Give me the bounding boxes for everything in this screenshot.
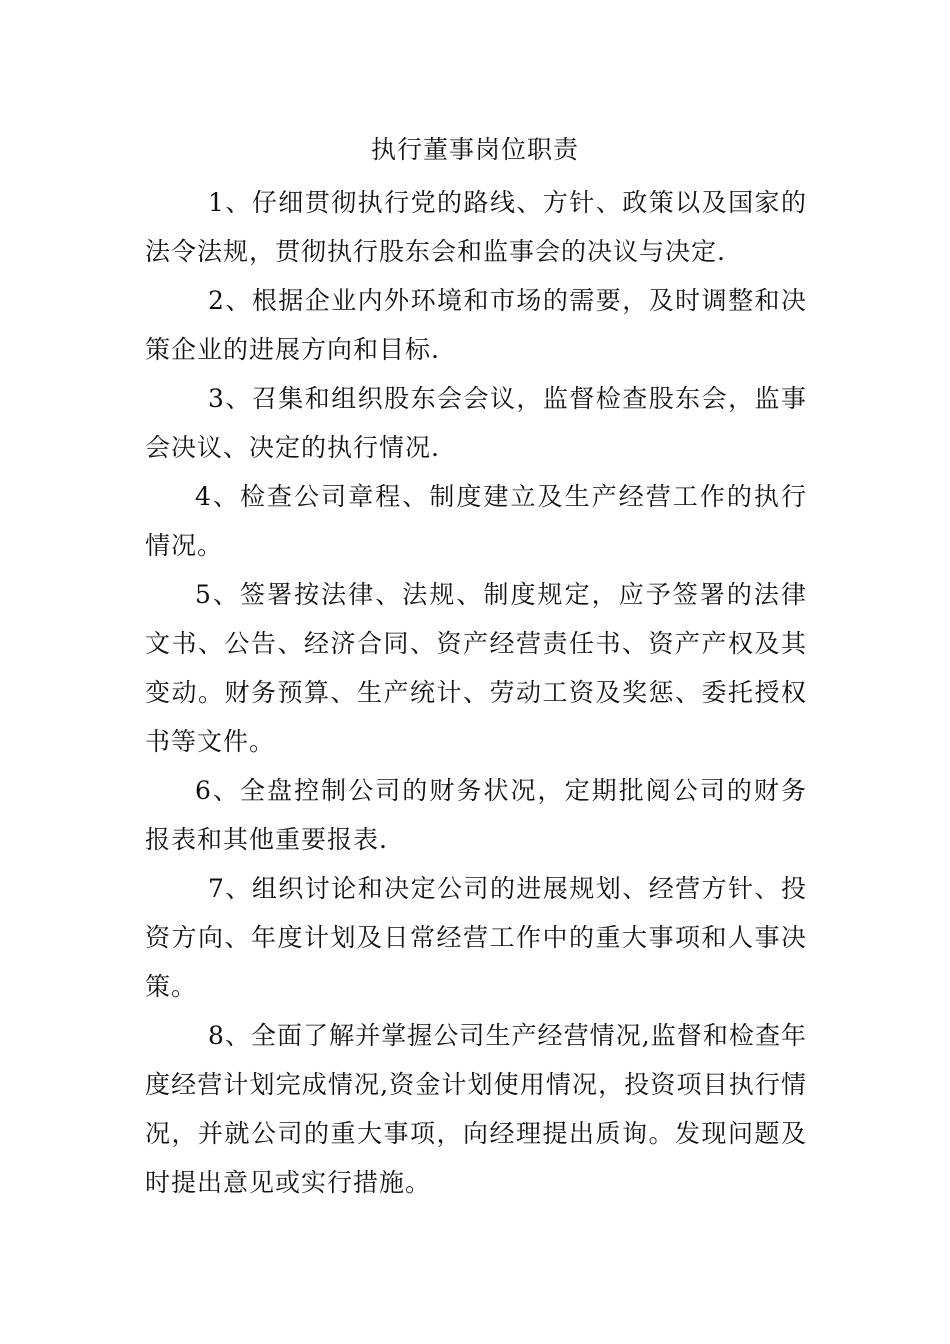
paragraph-6: 6、全盘控制公司的财务状况，定期批阅公司的财务报表和其他重要报表. bbox=[145, 776, 807, 854]
paragraph-2: 2、根据企业内外环境和市场的需要，及时调整和决策企业的进展方向和目标. bbox=[145, 286, 807, 364]
paragraph-5: 5、签署按法律、法规、制度规定，应予签署的法律文书、公告、经济合同、资产经营责任书、资产产权及其变动。财务预算、生产统计、劳动工资及奖惩、委托授权书等文件。 bbox=[145, 580, 807, 756]
document-title: 执行董事岗位职责 bbox=[370, 135, 579, 164]
document-body bbox=[145, 178, 807, 1207]
paragraph-3: 3、召集和组织股东会会议，监督检查股东会，监事会决议、决定的执行情况. bbox=[145, 384, 807, 462]
paragraph-4: 4、检查公司章程、制度建立及生产经营工作的执行情况。 bbox=[145, 482, 807, 560]
paragraph-1: 1、仔细贯彻执行党的路线、方针、政策以及国家的法令法规，贯彻执行股东会和监事会的决议与决定. bbox=[145, 188, 807, 266]
paragraph-8: 8、全面了解并掌握公司生产经营情况,监督和检查年度经营计划完成情况,资金计划使用情况，投资项目执行情况，并就公司的重大事项，向经理提出质询。发现问题及时提出意见或实行措施。 bbox=[145, 1021, 807, 1197]
paragraph-7: 7、组织讨论和决定公司的进展规划、经营方针、投资方向、年度计划及日常经营工作中的重大事项和人事决策。 bbox=[145, 874, 807, 1001]
